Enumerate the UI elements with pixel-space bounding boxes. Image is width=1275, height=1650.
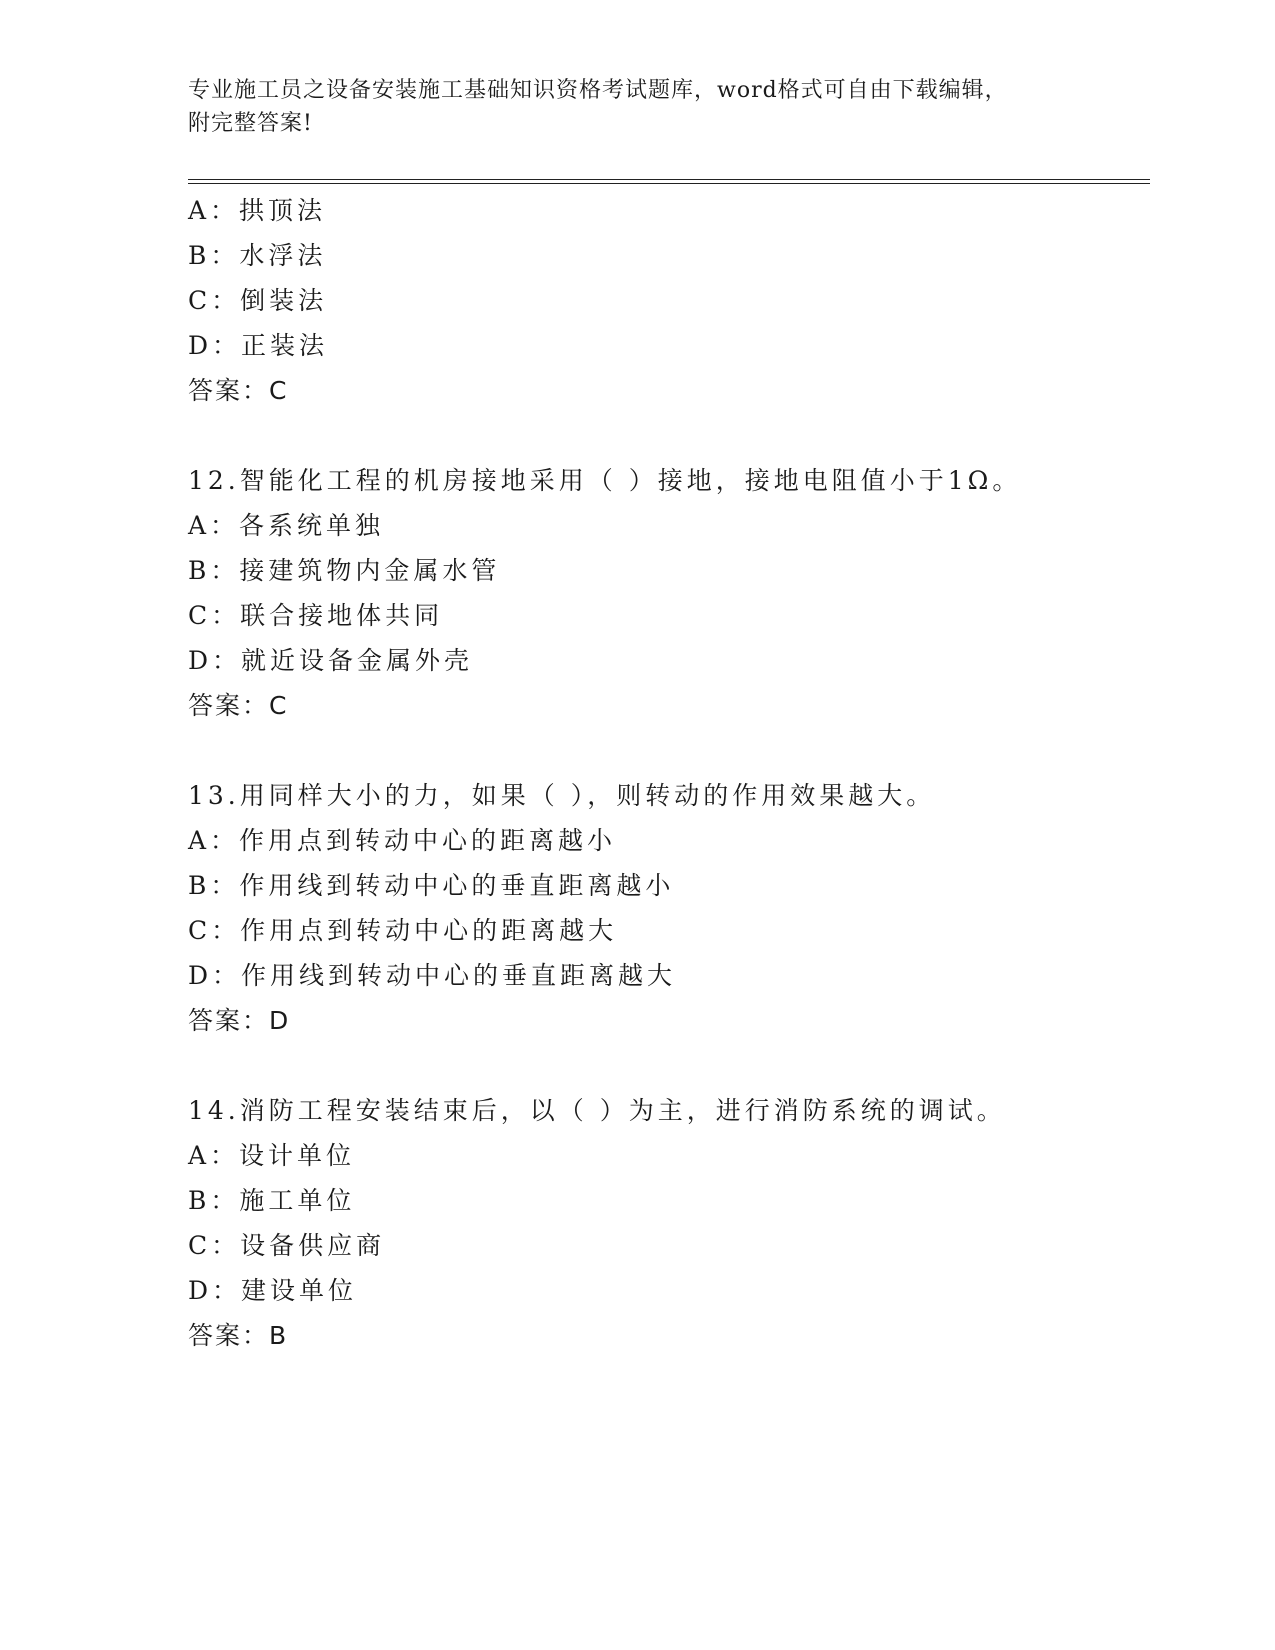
q12-answer: 答案：C: [188, 691, 289, 720]
q13-option-d: D：作用线到转动中心的垂直距离越大: [188, 961, 677, 990]
header-divider-top: [188, 179, 1150, 180]
q13-option-b: B：作用线到转动中心的垂直距离越小: [188, 871, 675, 900]
q13-option-c: C：作用点到转动中心的距离越大: [188, 916, 618, 945]
q12-option-d: D：就近设备金属外壳: [188, 646, 474, 675]
q14-option-a: A：设计单位: [188, 1141, 356, 1170]
q11-option-c: C：倒装法: [188, 286, 328, 315]
header-line-2: 附完整答案!: [188, 111, 313, 136]
header-line-1: 专业施工员之设备安装施工基础知识资格考试题库，word格式可自由下载编辑，: [188, 78, 1008, 103]
q11-option-a: A：拱顶法: [188, 196, 327, 225]
q13-stem: 13.用同样大小的力，如果（ ），则转动的作用效果越大。: [188, 781, 936, 810]
q14-option-b: B：施工单位: [188, 1186, 356, 1215]
q14-stem: 14.消防工程安装结束后，以（ ）为主，进行消防系统的调试。: [188, 1096, 1006, 1125]
q12-stem: 12.智能化工程的机房接地采用（ ）接地，接地电阻值小于1Ω。: [188, 466, 1022, 495]
q13-answer: 答案：D: [188, 1006, 291, 1035]
q12-option-c: C：联合接地体共同: [188, 601, 444, 630]
document-header: [188, 74, 1088, 140]
header-divider-bottom: [188, 183, 1150, 184]
q14-option-c: C：设备供应商: [188, 1231, 386, 1260]
q11-option-b: B：水浮法: [188, 241, 327, 270]
q11-answer: 答案：C: [188, 376, 289, 405]
q14-option-d: D：建设单位: [188, 1276, 358, 1305]
q11-option-d: D：正装法: [188, 331, 329, 360]
q12-option-a: A：各系统单独: [188, 511, 385, 540]
q13-option-a: A：作用点到转动中心的距离越小: [188, 826, 617, 855]
q12-option-b: B：接建筑物内金属水管: [188, 556, 501, 585]
q14-answer: 答案：B: [188, 1321, 289, 1350]
